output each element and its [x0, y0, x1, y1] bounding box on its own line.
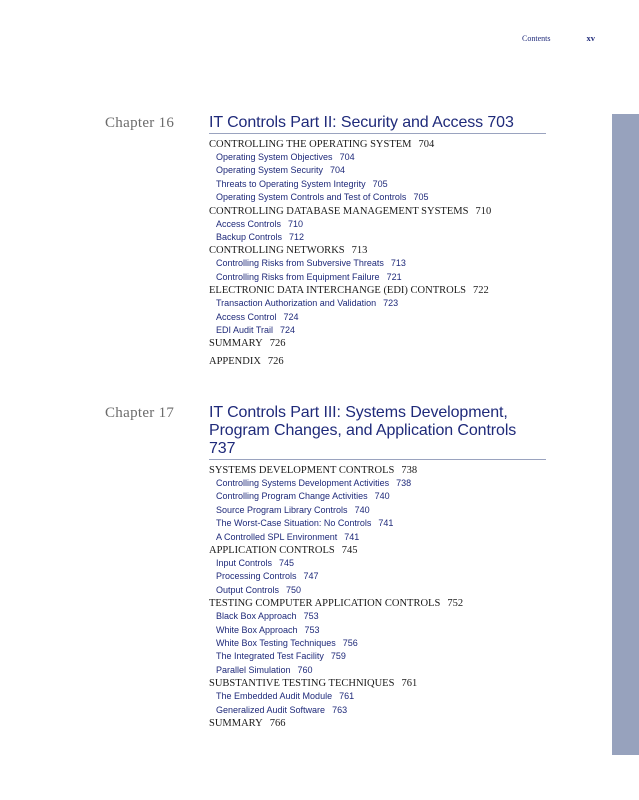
- entry-page: 747: [303, 571, 319, 582]
- section-title: ELECTRONIC DATA INTERCHANGE (EDI) CONTROLS: [209, 285, 466, 297]
- toc-entry[interactable]: [209, 704, 546, 717]
- section-page: 713: [351, 245, 368, 257]
- spacer: [209, 730, 546, 735]
- section-title: APPLICATION CONTROLS: [209, 545, 335, 557]
- entry-title: The Integrated Test Facility: [216, 651, 324, 662]
- toc-entry[interactable]: [209, 231, 546, 244]
- entry-title: A Controlled SPL Environment: [216, 531, 338, 542]
- toc-section[interactable]: [209, 138, 546, 151]
- entry-title: Operating System Controls and Test of Controls: [216, 192, 407, 203]
- toc-entry[interactable]: [209, 664, 546, 677]
- entry-page: 738: [396, 478, 412, 488]
- entry-page: 724: [280, 325, 296, 336]
- entry-title: Output Controls: [216, 584, 280, 595]
- toc-entry[interactable]: [209, 218, 546, 231]
- entry-title: White Box Testing Techniques: [216, 638, 336, 649]
- toc-section[interactable]: [209, 717, 546, 730]
- entry-page: 756: [342, 638, 358, 649]
- chapter-label: Chapter 17: [105, 405, 175, 421]
- entry-page: 760: [297, 664, 313, 675]
- entry-page: 724: [283, 311, 299, 322]
- toc-entry[interactable]: [209, 517, 546, 530]
- toc-entry[interactable]: [209, 584, 546, 597]
- chapter-title-line: IT Controls Part III: Systems Development,: [209, 404, 508, 421]
- entry-title: Generalized Audit Software: [216, 704, 326, 715]
- toc-entry[interactable]: [209, 570, 546, 583]
- section-page: 745: [341, 545, 358, 557]
- entry-page: 750: [286, 584, 302, 595]
- toc-entry[interactable]: [209, 637, 546, 650]
- entry-page: 763: [332, 704, 348, 715]
- entry-title: Black Box Approach: [216, 611, 297, 622]
- toc-entry[interactable]: [209, 191, 546, 204]
- section-page: 761: [401, 678, 418, 690]
- entry-page: 723: [383, 298, 399, 309]
- toc-entry[interactable]: [209, 690, 546, 703]
- section-page: 722: [472, 285, 489, 297]
- entry-title: Transaction Authorization and Validation: [216, 298, 377, 309]
- toc-section[interactable]: [209, 337, 546, 350]
- entry-page: 710: [288, 218, 304, 229]
- entry-title: Threats to Operating System Integrity: [216, 178, 366, 189]
- section-title: SYSTEMS DEVELOPMENT CONTROLS: [209, 465, 395, 476]
- chapter-title-line: Program Changes, and Application Controls: [209, 422, 517, 439]
- entry-page: 741: [378, 518, 394, 529]
- entry-title: The Embedded Audit Module: [216, 691, 333, 702]
- toc-entry[interactable]: [209, 624, 546, 637]
- section-title: CONTROLLING THE OPERATING SYSTEM: [209, 139, 412, 150]
- toc-section[interactable]: [209, 464, 546, 477]
- section-page: 704: [418, 139, 435, 150]
- toc-section[interactable]: [209, 244, 546, 257]
- page-folio: xv: [586, 33, 595, 43]
- toc-entry[interactable]: [209, 271, 546, 284]
- toc-section[interactable]: [209, 597, 546, 610]
- chapter-title-line: IT Controls Part II: Security and Access 703: [209, 114, 514, 131]
- entry-title: Controlling Program Change Activities: [216, 491, 368, 502]
- toc-section[interactable]: [209, 544, 546, 557]
- entry-page: 761: [339, 691, 355, 702]
- entry-page: 745: [279, 558, 295, 569]
- chapter-title[interactable]: [209, 114, 546, 134]
- spacer: [209, 368, 546, 373]
- side-thumb-tab: [612, 114, 639, 755]
- entry-title: Source Program Library Controls: [216, 504, 348, 515]
- toc-entry[interactable]: [209, 178, 546, 191]
- section-page: 738: [401, 465, 418, 476]
- toc-entry[interactable]: [209, 490, 546, 503]
- toc-entry[interactable]: [209, 477, 546, 490]
- toc-section[interactable]: [209, 677, 546, 690]
- section-title: SUBSTANTIVE TESTING TECHNIQUES: [209, 678, 395, 690]
- entry-title: Input Controls: [216, 558, 273, 569]
- chapter-contents: [209, 404, 546, 735]
- entry-title: White Box Approach: [216, 624, 298, 635]
- section-title: CONTROLLING NETWORKS: [209, 245, 345, 257]
- toc-entry[interactable]: [209, 311, 546, 324]
- chapter-title[interactable]: [209, 404, 546, 460]
- chapter-contents: [209, 114, 546, 373]
- entry-title: EDI Audit Trail: [216, 325, 274, 336]
- section-page: 726: [267, 356, 284, 368]
- entry-title: Operating System Security: [216, 165, 324, 176]
- toc-entry[interactable]: [209, 504, 546, 517]
- section-page: 752: [447, 598, 464, 610]
- entry-page: 741: [344, 531, 360, 542]
- chapter-title-line: 737: [209, 440, 236, 457]
- toc-section[interactable]: [209, 205, 546, 218]
- entry-page: 740: [374, 491, 390, 502]
- section-title: APPENDIX: [209, 356, 261, 368]
- entry-page: 753: [304, 624, 320, 635]
- entry-page: 712: [289, 232, 305, 243]
- running-head-section: Contents: [522, 34, 551, 43]
- toc-section[interactable]: [209, 284, 546, 297]
- section-title: CONTROLLING DATABASE MANAGEMENT SYSTEMS: [209, 205, 469, 217]
- toc-entry[interactable]: [209, 557, 546, 570]
- section-page: 766: [269, 718, 286, 730]
- toc-entry[interactable]: [209, 324, 546, 337]
- section-title: SUMMARY: [209, 718, 263, 730]
- entry-page: 721: [386, 271, 402, 282]
- toc-section[interactable]: [209, 355, 546, 368]
- section-page: 710: [475, 205, 492, 217]
- toc-entry[interactable]: [209, 297, 546, 310]
- chapter-label: Chapter 16: [105, 115, 175, 131]
- entry-title: Processing Controls: [216, 571, 297, 582]
- running-head: [522, 33, 595, 43]
- entry-page: 704: [330, 165, 346, 176]
- entry-title: Operating System Objectives: [216, 152, 333, 162]
- section-page: 726: [269, 338, 286, 350]
- entry-page: 705: [372, 178, 388, 189]
- entry-title: Backup Controls: [216, 232, 283, 243]
- section-title: TESTING COMPUTER APPLICATION CONTROLS: [209, 598, 441, 610]
- toc-entry[interactable]: [209, 164, 546, 177]
- entry-title: Access Controls: [216, 218, 282, 229]
- toc-entry[interactable]: [209, 531, 546, 544]
- toc-entry[interactable]: [209, 257, 546, 270]
- toc-entry[interactable]: [209, 650, 546, 663]
- section-title: SUMMARY: [209, 338, 263, 350]
- entry-title: The Worst-Case Situation: No Controls: [216, 518, 372, 529]
- toc-entry[interactable]: [209, 151, 546, 164]
- entry-page: 713: [390, 258, 406, 269]
- entry-title: Access Control: [216, 311, 277, 322]
- entry-title: Controlling Systems Development Activities: [216, 478, 390, 488]
- toc-entry[interactable]: [209, 610, 546, 623]
- entry-page: 705: [413, 192, 429, 203]
- entry-title: Controlling Risks from Subversive Threats: [216, 258, 384, 269]
- entry-page: 753: [303, 611, 319, 622]
- entry-page: 759: [330, 651, 346, 662]
- entry-title: Controlling Risks from Equipment Failure: [216, 271, 380, 282]
- entry-page: 704: [339, 152, 355, 162]
- entry-page: 740: [354, 504, 370, 515]
- entry-title: Parallel Simulation: [216, 664, 291, 675]
